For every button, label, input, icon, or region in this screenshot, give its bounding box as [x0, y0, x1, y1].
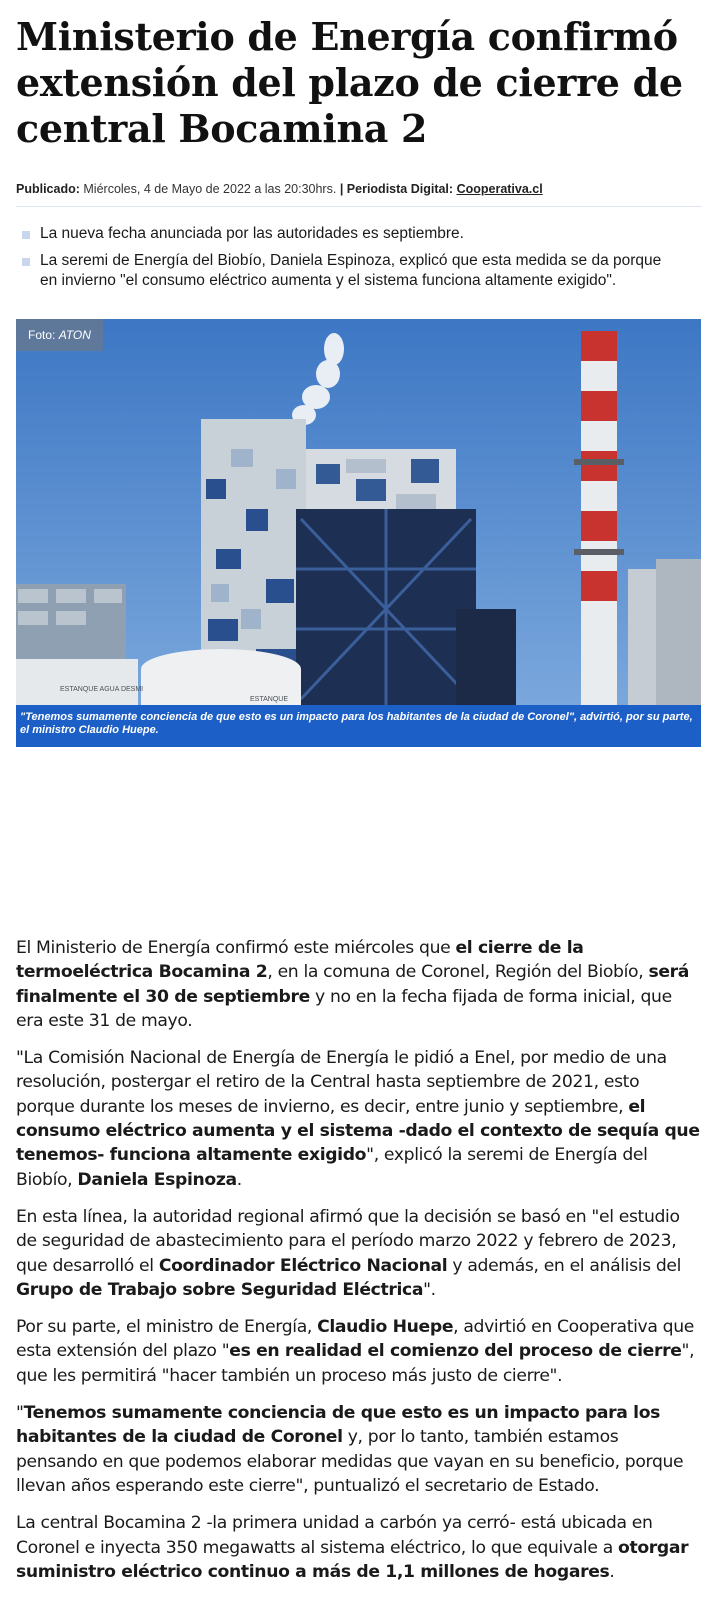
body-paragraph: "Tenemos sumamente conciencia de que esto es un impacto para los habitantes de la ciudad de Coronel y, por lo tanto, también estamos pensando en que podemos elaborar medidas que vayan en su beneficio, porque llevan años esperando este cierre", puntualizó el secretario de Estado.: [16, 1403, 684, 1496]
body-paragraph: La central Bocamina 2 -la primera unidad a carbón ya cerró- está ubicada en Coronel e inyecta 350 megawatts al sistema eléctrico, lo que equivale a otorgar suministro eléctrico continuo a más de 1,1 millones de hogares.: [16, 1513, 689, 1582]
article-photo: [16, 319, 701, 705]
photo-credit-source: ATON: [58, 328, 91, 342]
published-label: Publicado:: [16, 182, 80, 196]
body-paragraph: El Ministerio de Energía confirmó este miércoles que el cierre de la termoeléctrica Bocamina 2, en la comuna de Coronel, Región del Biobío, será finalmente el 30 de septiembre y no en la fecha fijada de forma inicial, que era este 31 de mayo.: [16, 938, 689, 1031]
article-headline: Ministerio de Energía confirmó extensión del plazo de cierre de central Bocamina 2: [16, 14, 683, 151]
summary-bullet: [22, 224, 682, 244]
body-paragraph: En esta línea, la autoridad regional afirmó que la decisión se basó en "el estudio de seguridad de abastecimiento para el período marzo 2022 y febrero de 2023, que desarrolló el Coordinador Eléctrico Nacional y además, en el análisis del Grupo de Trabajo sobre Seguridad Eléctrica".: [16, 1206, 682, 1300]
article-meta: [16, 180, 702, 198]
photo-credit: [16, 319, 103, 351]
published-date: Miércoles, 4 de Mayo de 2022 a las 20:30hrs.: [83, 182, 337, 196]
tank-label: ESTANQUE AGUA DESMI: [60, 686, 144, 693]
summary-bullet-text: La seremi de Energía del Biobío, Daniela Espinoza, explicó que esta medida se da porque en invierno "el consumo eléctrico aumenta y el sistema funciona altamente exigido".: [40, 252, 662, 289]
meta-separator: |: [339, 182, 344, 196]
summary-bullet: [22, 251, 682, 291]
summary-bullet-text: La nueva fecha anunciada por las autoridades es septiembre.: [40, 225, 464, 242]
bullet-square-icon: [22, 231, 30, 239]
body-paragraph: "La Comisión Nacional de Energía de Energía le pidió a Enel, por medio de una resolución, postergar el retiro de la Central hasta septiembre de 2021, esto porque durante los meses de invierno, es decir, entre junio y septiembre, el consumo eléctrico aumenta y el sistema -dado el contexto de sequía que tenemos- funciona altamente exigido", explicó la seremi de Energía del Biobío, Daniela Espinoza.: [16, 1048, 700, 1190]
tank-label: ESTANQUE: [250, 696, 288, 703]
photo-caption: "Tenemos sumamente conciencia de que esto es un impacto para los habitantes de la ciudad de Coronel", advirtió, por su parte, el ministro Claudio Huepe.: [16, 705, 701, 747]
journalist-link[interactable]: Cooperativa.cl: [456, 182, 543, 196]
article-body: [16, 936, 700, 1597]
summary-bullets: [22, 224, 682, 298]
photo-credit-label: Foto:: [28, 328, 56, 342]
body-paragraph: Por su parte, el ministro de Energía, Claudio Huepe, advirtió en Cooperativa que esta extensión del plazo "es en realidad el comienzo del proceso de cierre", que les permitirá "hacer también un proceso más justo de cierre".: [16, 1317, 695, 1386]
journalist-label: Periodista Digital:: [346, 182, 454, 196]
meta-divider: [16, 206, 702, 207]
bullet-square-icon: [22, 258, 30, 266]
